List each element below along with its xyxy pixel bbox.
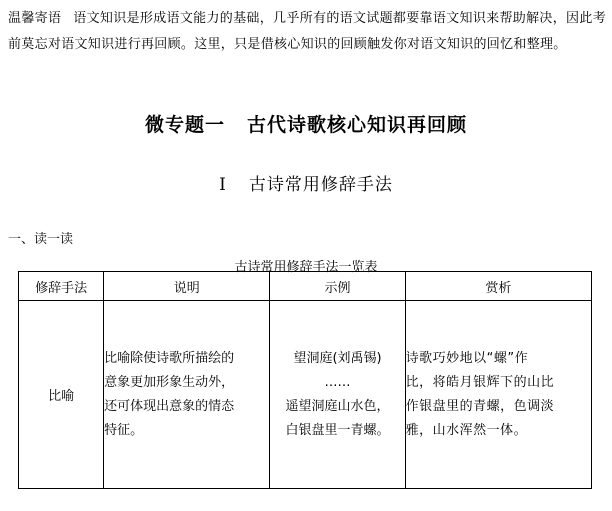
example-verse: 遥望洞庭山水色， (285, 398, 390, 414)
explain-line: 还可体现出意象的情态 (104, 398, 235, 414)
explain-line: 比喻除使诗歌所描绘的 (104, 350, 235, 366)
intro-text: 语文知识是形成语文能力的基础，几乎所有的语文试题都要靠语文知识来帮助解决，因此考前莫忘对语文知识进行再回顾。这里，只是借核心知识的回顾触发你对语文知识的回忆和整理。 (8, 11, 606, 52)
analysis-line: 诗歌巧妙地以“螺”作 (405, 350, 529, 366)
main-title-part2: 古代诗歌核心知识再回顾 (247, 114, 468, 136)
sub-title-number: Ⅰ (219, 175, 227, 195)
explain-line: 特征。 (104, 422, 144, 438)
table-row (19, 301, 592, 489)
cell-explain (104, 301, 270, 489)
table-header-row (19, 272, 592, 301)
example-ellipsis: …… (324, 374, 351, 390)
intro-lead: 温馨寄语 (8, 11, 62, 26)
main-title (0, 110, 612, 137)
rhetoric-table (18, 271, 592, 489)
sub-title (0, 170, 612, 195)
header-example: 示例 (270, 272, 405, 301)
explain-line: 意象更加形象生动外， (104, 374, 235, 390)
section-heading: 一、读一读 (8, 232, 74, 247)
cell-example (270, 301, 405, 489)
analysis-line: 作银盘里的青螺，色调淡 (405, 398, 555, 414)
analysis-line: 比，将皓月银辉下的山比 (405, 374, 555, 390)
header-analysis: 赏析 (405, 272, 591, 301)
example-poem-title: 望洞庭(刘禹锡) (293, 350, 382, 366)
sub-title-text: 古诗常用修辞手法 (248, 175, 393, 195)
example-verse: 白银盘里一青螺。 (285, 422, 390, 438)
intro-paragraph (8, 6, 606, 58)
table-caption: 古诗常用修辞手法一览表 (234, 260, 378, 275)
analysis-line: 雅，山水浑然一体。 (405, 422, 528, 438)
main-title-part1: 微专题一 (144, 114, 225, 136)
cell-method: 比喻 (19, 301, 104, 489)
header-explain: 说明 (104, 272, 270, 301)
header-method: 修辞手法 (19, 272, 104, 301)
cell-analysis (405, 301, 591, 489)
